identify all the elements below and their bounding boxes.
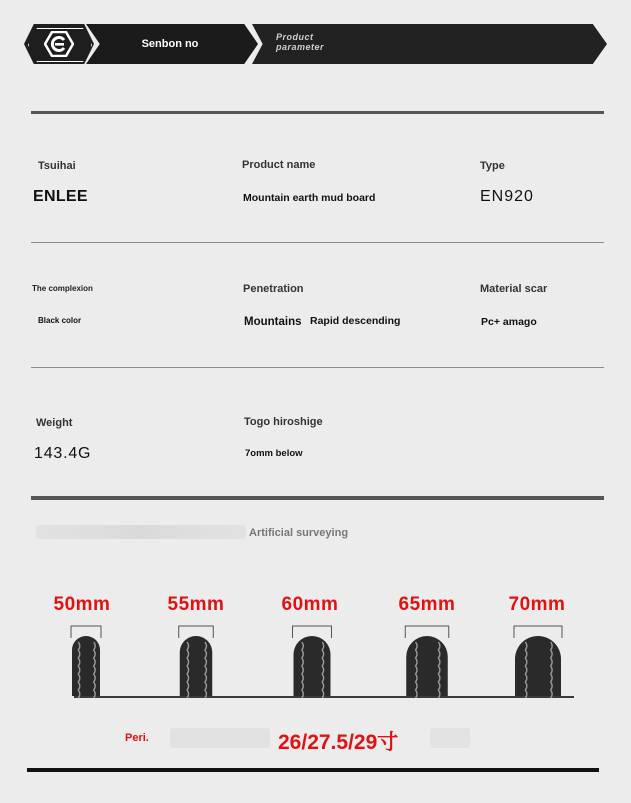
divider-row1: [31, 242, 604, 243]
tire-65mm: [405, 626, 449, 698]
divider-bottom: [27, 768, 599, 772]
material-label: Material scar: [480, 283, 548, 295]
brand-logo-icon: [44, 31, 74, 57]
usage-label: Penetration: [243, 283, 304, 295]
tire-70mm: [514, 626, 562, 698]
width-value: 7omm below: [245, 448, 303, 459]
header-section-title-line2: parameter: [276, 42, 325, 52]
header-brand-label: Senbon no: [141, 38, 199, 50]
brand-label: Tsuihai: [38, 160, 76, 172]
color-label: The complexion: [32, 284, 93, 293]
tire-size-label: 70mm: [508, 594, 566, 615]
divider-row2: [31, 367, 604, 368]
tire-size-label: 65mm: [398, 594, 456, 615]
usage-value-b: Rapid descending: [310, 315, 401, 327]
weight-label: Weight: [36, 417, 73, 429]
tire-body: [515, 636, 561, 696]
header-section-title-line1: Product: [276, 32, 314, 42]
wheel-sizes: 26/27.5/29寸: [278, 731, 399, 754]
tire-60mm: [293, 626, 332, 698]
header-section-title: [276, 32, 396, 52]
tire-50mm: [71, 626, 101, 698]
type-label: Type: [480, 160, 505, 172]
tire-size-label: 55mm: [167, 594, 225, 615]
tire-illustrations: [0, 600, 631, 710]
usage-value-a: Mountains: [244, 316, 302, 328]
tire-size-label: 60mm: [281, 594, 339, 615]
divider-top: [31, 111, 604, 114]
tire-size-label: 50mm: [53, 594, 111, 615]
tire-body: [406, 636, 448, 696]
material-value: Pc+ amago: [481, 316, 537, 328]
brand-value: ENLEE: [33, 188, 88, 205]
divider-row3: [31, 496, 604, 500]
tire-55mm: [179, 626, 214, 698]
tire-body: [294, 636, 331, 696]
product-name-label: Product name: [242, 159, 316, 171]
weight-value: 143.4G: [34, 445, 92, 462]
tire-body: [180, 636, 213, 696]
color-value: Black color: [38, 316, 82, 325]
peri-label: Peri.: [125, 732, 149, 744]
faded-caption: [170, 728, 270, 748]
width-label: Togo hiroshige: [244, 416, 323, 428]
product-name-value: Mountain earth mud board: [243, 192, 376, 204]
faded-caption: [36, 525, 246, 539]
survey-title: Artificial surveying: [249, 527, 349, 539]
type-value: EN920: [480, 188, 534, 205]
faded-caption: [430, 728, 470, 748]
